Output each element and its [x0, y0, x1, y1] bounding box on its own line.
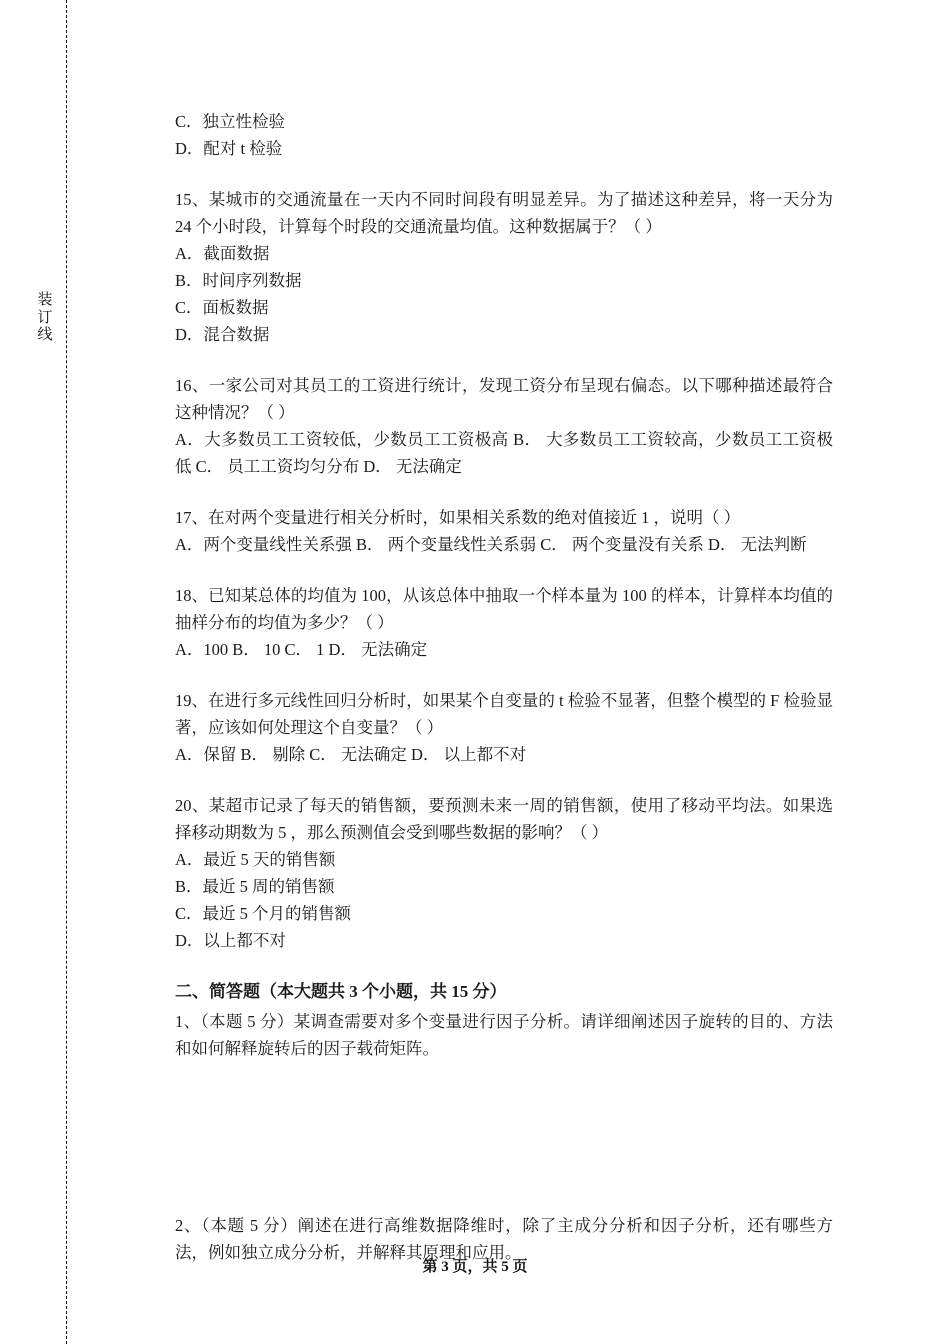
essay-question-2: 2、（本题 5 分）阐述在进行高维数据降维时，除了主成分分析和因子分析，还有哪些方法，例如独立成分分析，并解释其原理和应用。	[175, 1216, 833, 1262]
option-list-inline: A．大多数员工工资较低，少数员工工资极高 B． 大多数员工工资较高，少数员工工资极低 C． 员工工资均匀分布 D． 无法确定	[175, 430, 833, 476]
question-20	[175, 792, 833, 954]
section-two-heading: 二、简答题（本大题共 3 个小题，共 15 分）	[175, 982, 507, 1001]
question-stem: 19、在进行多元线性回归分析时，如果某个自变量的 t 检验不显著，但整个模型的 F 检验显著，应该如何处理这个自变量？（ ）	[175, 691, 833, 737]
option-item: B．时间序列数据	[175, 271, 302, 290]
binding-char-2: 订	[37, 309, 53, 326]
question-stem: 15、某城市的交通流量在一天内不同时间段有明显差异。为了描述这种差异，将一天分为 24 个小时段，计算每个时段的交通流量均值。这种数据属于？（ ）	[175, 190, 833, 236]
option-item: C．最近 5 个月的销售额	[175, 904, 352, 923]
option-item: C．独立性检验	[175, 112, 286, 131]
section-two	[175, 978, 833, 1296]
option-list-inline: A．100 B． 10 C． 1 D． 无法确定	[175, 640, 428, 659]
question-19	[175, 687, 833, 768]
content-column	[175, 108, 833, 1296]
option-item: A．最近 5 天的销售额	[175, 850, 336, 869]
binding-char-1: 装	[37, 292, 53, 308]
question-stem: 20、某超市记录了每天的销售额，要预测未来一周的销售额，使用了移动平均法。如果选择移动期数为 5 ，那么预测值会受到哪些数据的影响？（ ）	[175, 796, 833, 842]
answer-space-1[interactable]	[175, 1062, 833, 1212]
essay-question-1: 1、（本题 5 分）某调查需要对多个变量进行因子分析。请详细阐述因子旋转的目的、方法和如何解释旋转后的因子载荷矩阵。	[175, 1012, 833, 1058]
question-stem: 18、已知某总体的均值为 100，从该总体中抽取一个样本量为 100 的样本，计算样本均值的抽样分布的均值为多少？（ ）	[175, 586, 833, 632]
question-stem: 17、在对两个变量进行相关分析时，如果相关系数的绝对值接近 1 ，说明（ ）	[175, 508, 741, 527]
option-item: B．最近 5 周的销售额	[175, 877, 335, 896]
question-stem: 16、一家公司对其员工的工资进行统计，发现工资分布呈现右偏态。以下哪种描述最符合这种情况？（ ）	[175, 376, 833, 422]
question-17	[175, 504, 833, 558]
option-list-inline: A．保留 B． 剔除 C． 无法确定 D． 以上都不对	[175, 745, 527, 764]
binding-char-3: 线	[37, 327, 53, 343]
carryover-options-block	[175, 108, 833, 162]
question-16	[175, 372, 833, 480]
question-15	[175, 186, 833, 348]
binding-label	[33, 292, 57, 345]
option-item: D．混合数据	[175, 325, 270, 344]
page-footer: 第 3 页，共 5 页	[422, 1259, 528, 1275]
option-item: C．面板数据	[175, 298, 269, 317]
option-item: D．以上都不对	[175, 931, 286, 950]
question-18	[175, 582, 833, 663]
option-list-inline: A．两个变量线性关系强 B． 两个变量线性关系弱 C． 两个变量没有关系 D． 无法判断	[175, 535, 807, 554]
option-item: D．配对 t 检验	[175, 139, 283, 158]
option-item: A．截面数据	[175, 244, 270, 263]
binding-dashed-line	[66, 0, 67, 1344]
